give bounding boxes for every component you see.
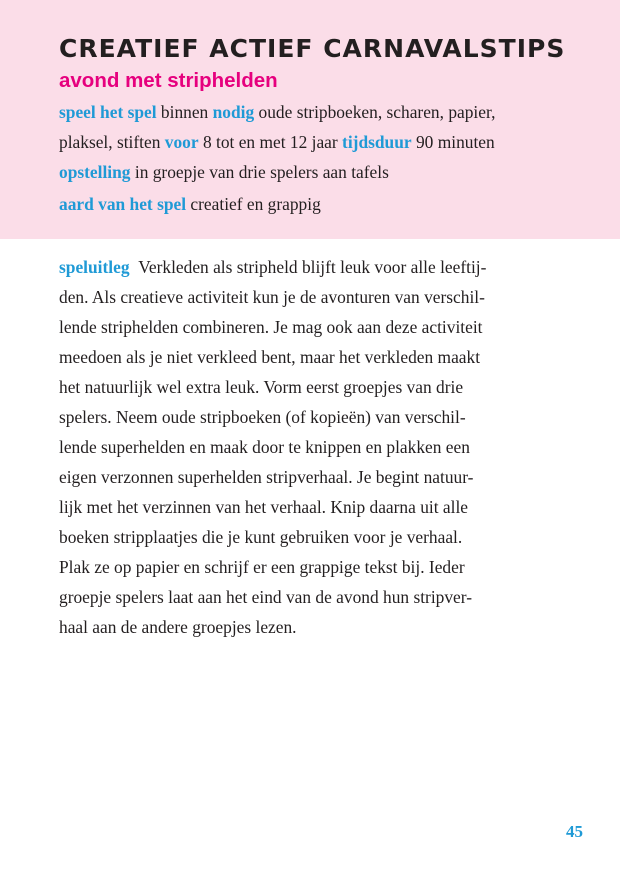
explanation-line: het natuurlijk wel extra leuk. Vorm eerst groepjes van drie [59,377,464,397]
explanation-line: eigen verzonnen superhelden stripverhaal. Je begint natuur- [59,467,474,487]
page-title: CREATIEF ACTIEF CARNAVALSTIPS [59,34,566,63]
header-band [0,0,620,239]
label-game: speel het spel [59,102,157,122]
explanation-line [59,252,569,282]
explanation-line: Plak ze op papier en schrijf er een grappige tekst bij. Ieder [59,557,465,577]
page-number: 45 [566,822,583,841]
text-setup: in groepje van drie spelers aan tafels [130,162,389,182]
explanation-line: meedoen als je niet verkleed bent, maar het verkleden maakt [59,347,481,367]
text-game-type: creatief en grappig [186,194,321,214]
label-setup: opstelling [59,162,131,182]
meta-line-game-needed [59,102,495,123]
explanation-line: groepje spelers laat aan het eind van de avond hun stripver- [59,587,473,607]
text-game: binnen [156,102,213,122]
page-subtitle: avond met striphelden [59,69,278,92]
explanation-line-text: Verkleden als stripheld blijft leuk voor alle leeftij- [138,257,487,277]
explanation-line: haal aan de andere groepjes lezen. [59,617,297,637]
text-for: 8 tot en met 12 jaar [198,132,343,152]
text-needed: oude stripboeken, scharen, papier, [254,102,496,122]
label-game-type: aard van het spel [59,194,187,214]
explanation-line: spelers. Neem oude stripboeken (of kopieën) van verschil- [59,407,466,427]
label-explanation: speluitleg [59,257,130,277]
label-needed: nodig [212,102,255,122]
explanation-line: boeken stripplaatjes die je kunt gebruiken voor je verhaal. [59,527,463,547]
meta-line-setup [59,162,389,183]
explanation-body [59,252,569,642]
meta-line-age-duration [59,132,495,153]
text-needed-continued: plaksel, stiften [59,132,165,152]
label-for: voor [164,132,199,152]
explanation-line: lende superhelden en maak door te knippen en plakken een [59,437,470,457]
explanation-line: lende striphelden combineren. Je mag ook aan deze activiteit [59,317,483,337]
explanation-line: den. Als creatieve activiteit kun je de avonturen van verschil- [59,287,485,307]
meta-line-game-type [59,194,321,215]
text-duration: 90 minuten [411,132,495,152]
explanation-line: lijk met het verzinnen van het verhaal. Knip daarna uit alle [59,497,469,517]
label-duration: tijdsduur [342,132,412,152]
